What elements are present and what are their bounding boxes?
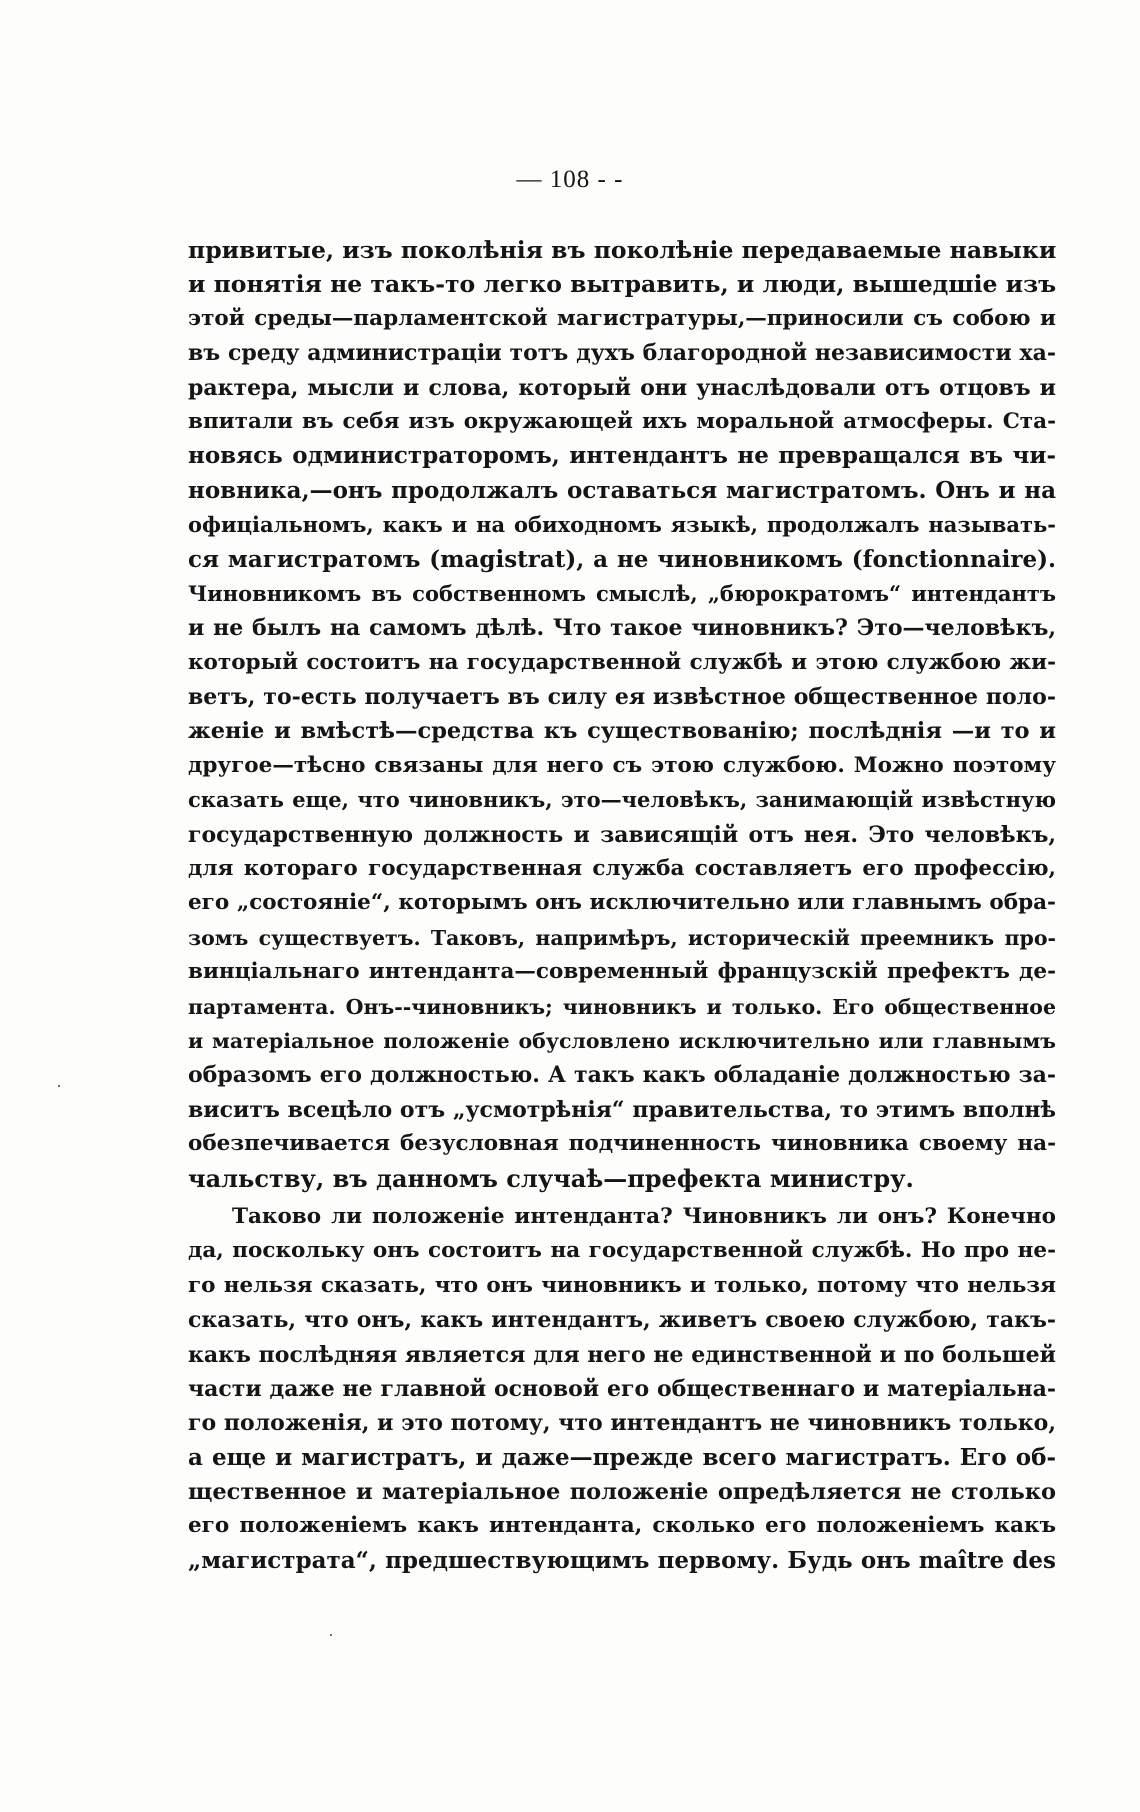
scan-speck: [58, 1085, 60, 1087]
text-line: ветъ, то-есть получаетъ въ силу ея извѣстное общественное поло-: [188, 684, 1056, 711]
text-line: зомъ существуетъ. Таковъ, напримѣръ, историческій преемникъ про-: [188, 925, 1056, 950]
text-line: государственную должность и зависящій отъ нея. Это человѣкъ,: [188, 821, 1056, 848]
text-line: го положенія, и это потому, что интендантъ не чиновникъ только,: [188, 1410, 1056, 1437]
text-line: чальству, въ данномъ случаѣ—префекта министру.: [188, 1163, 914, 1193]
text-line: да, поскольку онъ состоитъ на государственной службѣ. Но про не-: [188, 1238, 1056, 1264]
text-line: рактера, мысли и слова, который они унаслѣдовали отъ отцовъ и: [188, 374, 1056, 401]
text-line: его положеніемъ какъ интенданта, сколько его положеніемъ какъ: [188, 1513, 1056, 1539]
text-line: женіе и вмѣстѣ—средства къ существованію; послѣднія —и то и: [188, 718, 1056, 745]
text-line: который состоитъ на государственной службѣ и этою службою жи-: [188, 649, 1056, 675]
text-line: новясь одминистраторомъ, интендантъ не превращался въ чи-: [188, 442, 1056, 470]
text-line: новника,—онъ продолжалъ оставаться магистратомъ. Онъ и на: [188, 476, 1056, 504]
text-line: привитые, изъ поколѣнія въ поколѣніе передаваемые навыки: [188, 236, 1056, 264]
text-line: ся магистратомъ (magistrat), а не чиновникомъ (fonctionnaire).: [188, 545, 1056, 573]
text-line: виситъ всецѣло отъ „усмотрѣнія“ правительства, то этимъ вполнѣ: [188, 1096, 1056, 1123]
page-number: — 108 - -: [516, 166, 624, 193]
body-text: [188, 233, 1056, 1578]
text-line: части даже не главной основой его общественнаго и матеріальна-: [188, 1375, 1056, 1402]
text-line: Чиновникомъ въ собственномъ смыслѣ, „бюрократомъ“ интендантъ: [188, 580, 1056, 606]
text-line: для котораго государственная служба составляетъ его профессію,: [188, 856, 1056, 882]
text-line: винціальнаго интенданта—современный французскій префектъ де-: [188, 959, 1056, 985]
text-line: сказать, что онъ, какъ интендантъ, живетъ своею службою, такъ-: [188, 1307, 1056, 1334]
text-line: этой среды—парламентской магистратуры,—приносили съ собою и: [188, 305, 1056, 331]
text-line: офиціальномъ, какъ и на обиходномъ языкѣ, продолжалъ называть-: [188, 512, 1056, 538]
text-line: обезпечивается безусловная подчиненность чиновника своему на-: [188, 1131, 1056, 1157]
paragraph-1: [188, 233, 1056, 1196]
scan-speck: [330, 1634, 332, 1636]
paragraph-2: [188, 1200, 1056, 1578]
text-line: впитали въ себя изъ окружающей ихъ моральной атмосферы. Ста-: [188, 408, 1056, 434]
text-line: а еще и магистратъ, и даже—прежде всего магистратъ. Его об-: [188, 1443, 1056, 1471]
text-line: сказать еще, что чиновникъ, это—человѣкъ, занимающій извѣстную: [188, 787, 1056, 813]
text-line: и не былъ на самомъ дѣлѣ. Что такое чиновникъ? Это—человѣкъ,: [188, 615, 1056, 642]
text-line: щественное и матеріальное положеніе опредѣляется не столько: [188, 1479, 1056, 1506]
text-line: образомъ его должностью. А такъ какъ обладаніе должностью за-: [188, 1062, 1056, 1089]
text-line: Таково ли положеніе интенданта? Чиновникъ ли онъ? Конечно: [232, 1203, 1056, 1229]
text-line: его „состояніе“, которымъ онъ исключительно или главнымъ обра-: [188, 890, 1056, 916]
text-line: другое—тѣсно связаны для него съ этою службою. Можно поэтому: [188, 752, 1056, 778]
text-line: въ среду администраціи тотъ духъ благородной независимости ха-: [188, 340, 1056, 367]
text-line: „магистрата“, предшествующимъ первому. Будь онъ maître des: [188, 1546, 1056, 1574]
text-line: и матеріальное положеніе обусловлено исключительно или главнымъ: [188, 1028, 1056, 1053]
text-line: и понятія не такъ-то легко вытравить, и люди, вышедшіе изъ: [188, 270, 1056, 299]
text-line: какъ послѣдняя является для него не единственной и по большей: [188, 1341, 1056, 1368]
text-line: партамента. Онъ--чиновникъ; чиновникъ и только. Его общественное: [188, 994, 1056, 1019]
text-line: го нельзя сказать, что онъ чиновникъ и только, потому что нельзя: [188, 1272, 1056, 1298]
